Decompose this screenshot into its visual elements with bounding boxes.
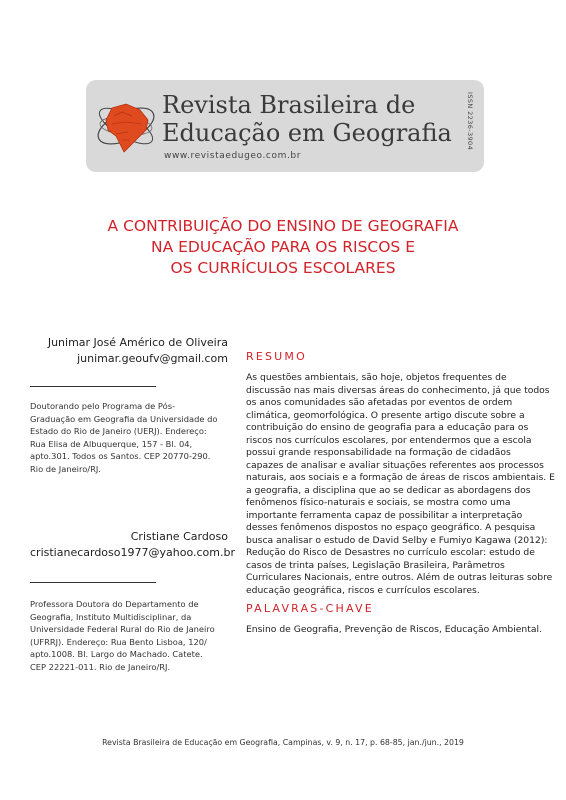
affiliation-line: Estado do Rio de Janeiro (UERJ). Endereço: (30, 426, 207, 437)
abstract-line: os anos comunidades são afetadas por eventos de ordem (246, 397, 513, 408)
article-title (60, 216, 506, 279)
affiliation-line: CEP 22221-011. Rio de Janeiro/RJ. (30, 661, 171, 672)
author-affiliation (30, 598, 215, 674)
article-title-line: A CONTRIBUIÇÃO DO ENSINO DE GEOGRAFIA (107, 217, 459, 235)
abstract-line: a geografia, a disciplina que ao se dedicar as abordagens dos (246, 484, 531, 496)
article-title-line: OS CURRÍCULOS ESCOLARES (170, 259, 396, 277)
abstract-line: Curriculares Nacionais, entre outros. Além de outras leituras sobre (246, 572, 553, 583)
abstract-line: naturais, aos sociais e a formação de áreas de riscos ambientais. E (246, 472, 555, 483)
abstract-line: desses fenômenos dispostos no espaço geográfico. A pesquisa (246, 522, 536, 533)
abstract-line: Redução do Risco de Desastres no currículo escolar: estudo de (246, 547, 535, 558)
journal-title-line1: Revista Brasileira de (162, 91, 416, 119)
abstract-line: casos de trinta países, Legislação Brasileira, Parâmetros (246, 559, 505, 571)
journal-title-line2: Educação em Geografia (162, 119, 452, 147)
abstract-line: discussão nas mais diversas áreas do conhecimento, já que todos (246, 384, 550, 396)
affiliation-line: apto.1008. Bl. Largo do Machado. Catete. (30, 649, 203, 660)
abstract-line: busca analisar o estudo de David Selby e Fumiyo Kagawa (2012): (246, 534, 548, 546)
author-affiliation (30, 400, 218, 476)
abstract-line: riscos nos currículos escolares, por entendermos que a escola (246, 434, 532, 446)
journal-url[interactable]: www.revistaedugeo.com.br (164, 151, 302, 161)
brazil-map-globe-logo-icon (92, 90, 164, 162)
abstract-line: As questões ambientais, são hoje, objetos frequentes de (246, 372, 507, 383)
journal-banner (86, 80, 484, 172)
abstract-line: educação geográfica, riscos e currículos escolares. (246, 584, 480, 596)
affiliation-line: Rua Elisa de Albuquerque, 157 - Bl. 04, (30, 438, 193, 449)
abstract-line: contribuição do ensino de geografia para a educação para os (246, 422, 529, 433)
author-name: Junimar José Américo de Oliveira (47, 336, 228, 349)
author-email[interactable]: cristianecardoso1977@yahoo.com.br (30, 546, 235, 559)
abstract-line: climática, geomorfológica. O presente artigo discute sobre a (246, 409, 525, 421)
abstract-line: possui grande responsabilidade na formação de cidadãos (246, 447, 511, 458)
issn-label: ISSN 2236-3904 (466, 92, 474, 151)
author-name: Cristiane Cardoso (130, 530, 228, 543)
keywords-text: Ensino de Geografia, Prevenção de Riscos, Educação Ambiental. (246, 624, 542, 635)
affiliation-line: Universidade Federal Rural do Rio de Janeiro (30, 624, 215, 635)
keywords-heading: PALAVRAS-CHAVE (246, 602, 374, 615)
article-title-line: NA EDUCAÇÃO PARA OS RISCOS E (151, 238, 415, 256)
author-divider (30, 386, 156, 387)
affiliation-line: Professora Doutora do Departamento de (30, 599, 199, 609)
affiliation-line: Geografia, Instituto Multidisciplinar, da (30, 611, 192, 622)
affiliation-line: (UFRRJ). Endereço: Rua Bento Lisboa, 120/ (30, 636, 207, 647)
author-divider (30, 582, 156, 583)
affiliation-line: Doutorando pelo Programa de Pós- (30, 401, 176, 411)
abstract-line: fenômenos físico-naturais e sociais, se mostra como uma (246, 497, 511, 508)
affiliation-line: Rio de Janeiro/RJ. (30, 463, 101, 474)
abstract-line: importante ferramenta capaz de possibilitar a interpretação (246, 509, 523, 521)
author-email[interactable]: junimar.geoufv@gmail.com (77, 352, 228, 365)
abstract-text (246, 372, 555, 597)
resumo-heading: RESUMO (246, 350, 307, 363)
abstract-line: capazes de analisar e avaliar situações referentes aos processos (246, 459, 544, 471)
footer-citation: Revista Brasileira de Educação em Geografia, Campinas, v. 9, n. 17, p. 68-85, jan./jun., 2019 (102, 738, 464, 747)
affiliation-line: Graduação em Geografia da Universidade do (30, 413, 218, 424)
affiliation-line: apto.301. Todos os Santos. CEP 20770-290. (30, 451, 211, 462)
